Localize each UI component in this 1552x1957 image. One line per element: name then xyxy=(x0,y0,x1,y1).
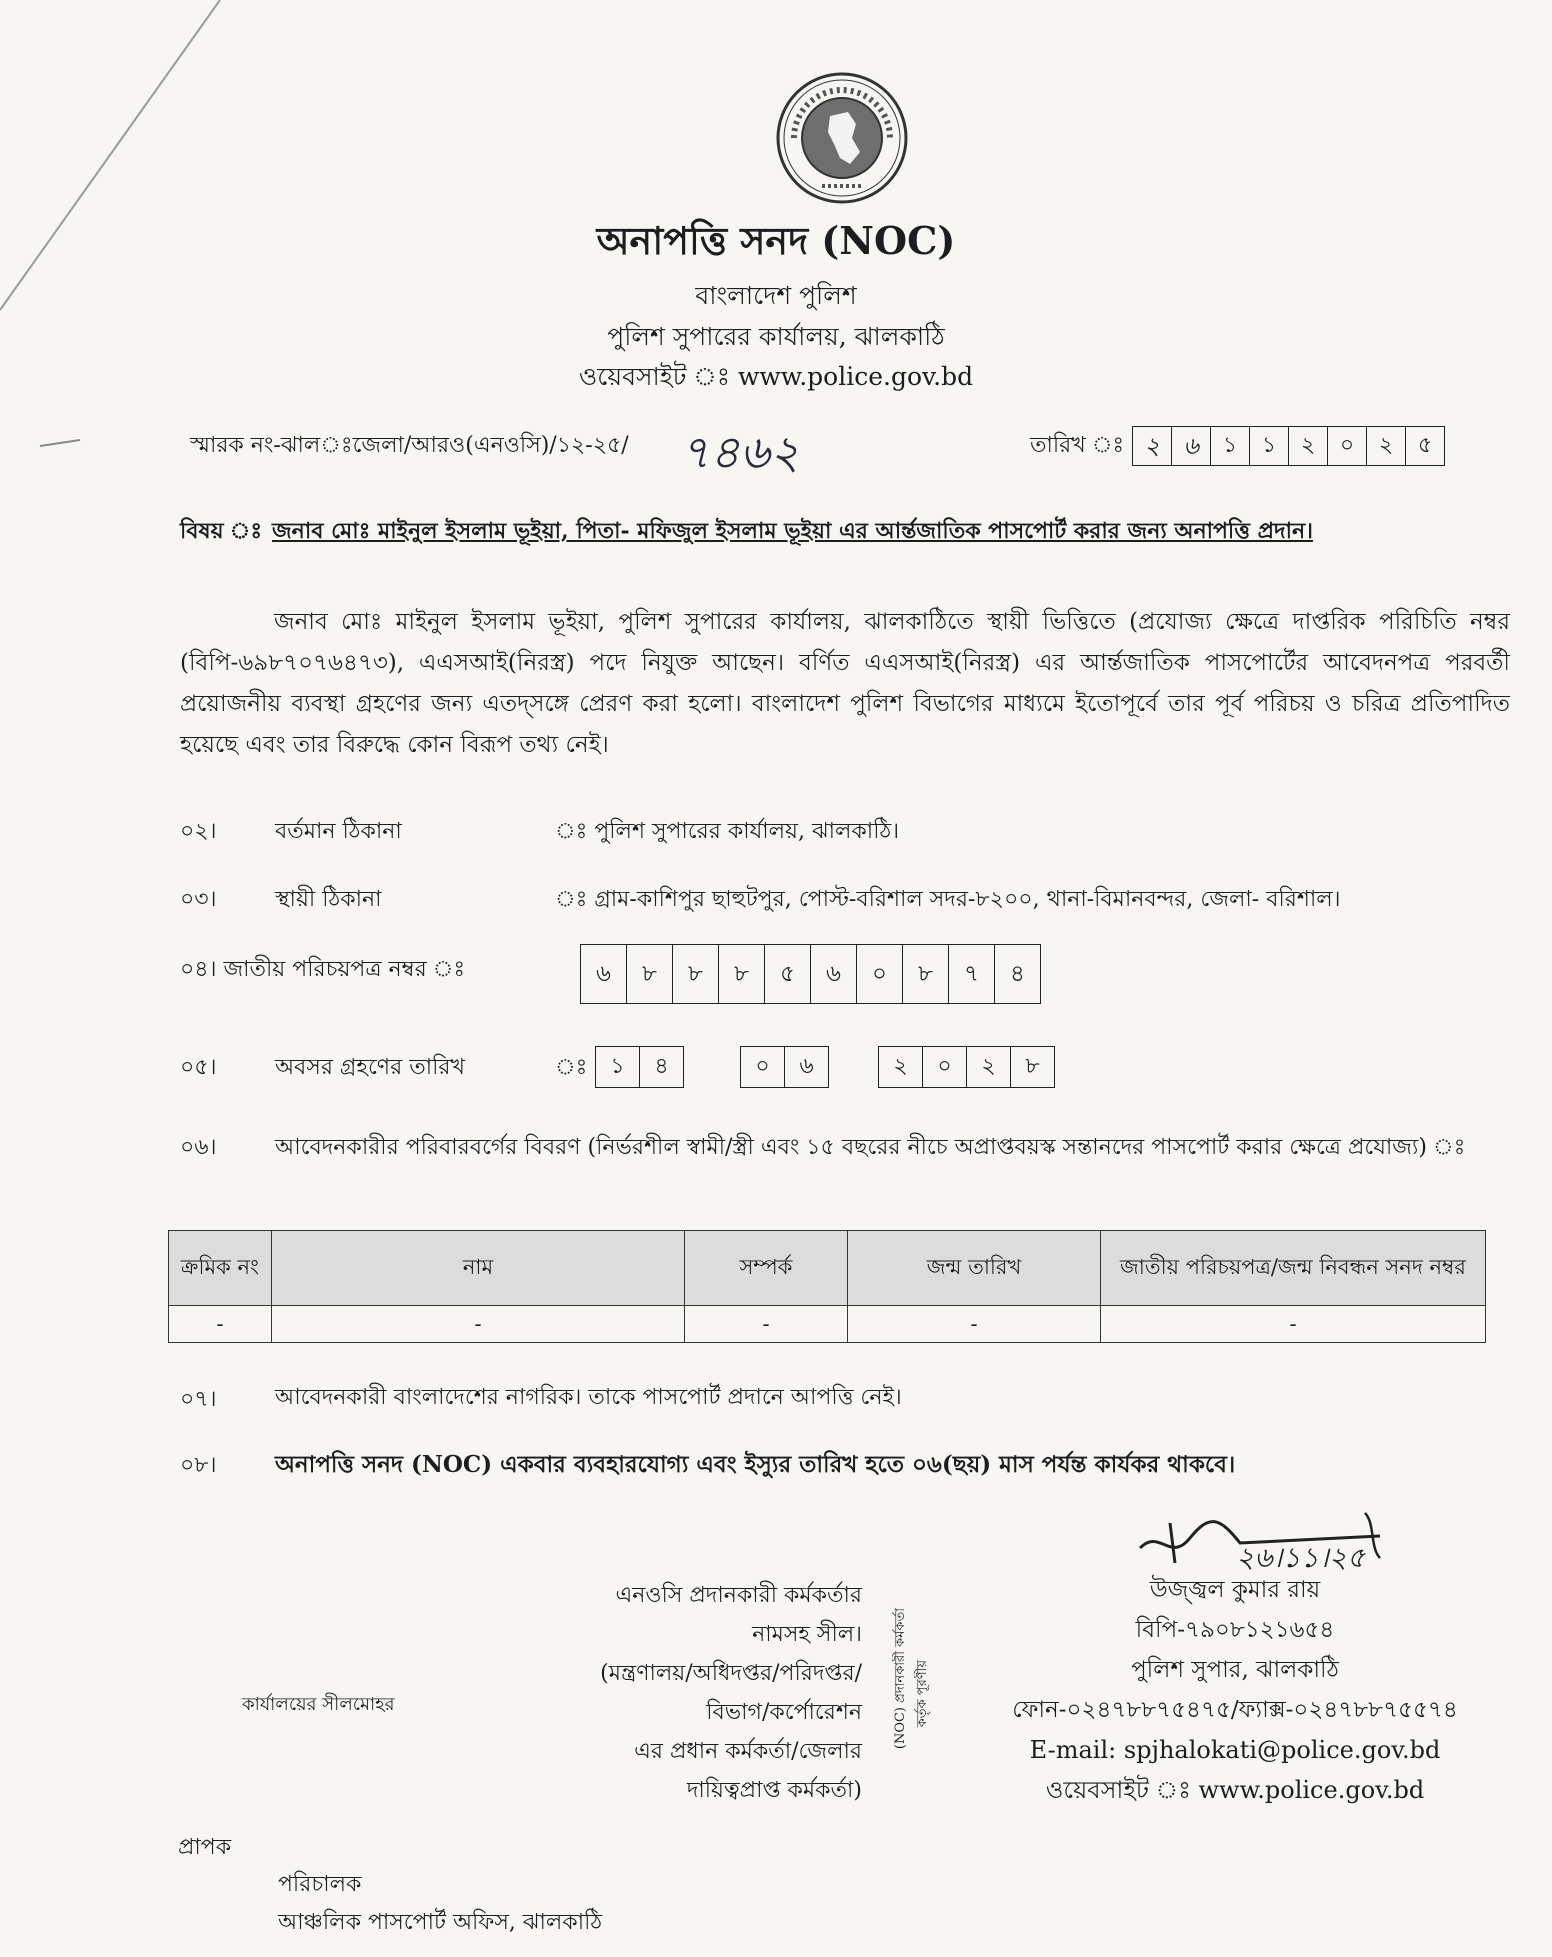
retirement-digit: ২ xyxy=(878,1046,923,1088)
table-header-nid: জাতীয় পরিচয়পত্র/জন্ম নিবন্ধন সনদ নম্বর xyxy=(1101,1231,1486,1306)
item-05-number: ০৫। xyxy=(180,1055,217,1080)
item-02-number: ০২। xyxy=(180,819,217,844)
signatory-bp-number: বিপি-৭৯০৮১২১৬৫৪ xyxy=(1135,1617,1335,1643)
recipient-title: পরিচালক xyxy=(278,1872,362,1897)
vertical-note-officer: (NOC) প্রদানকারী কর্মকর্তা xyxy=(893,1608,908,1750)
table-cell: - xyxy=(1101,1306,1486,1343)
item-05-label: অবসর গ্রহণের তারিখ xyxy=(275,1055,465,1080)
nid-number-boxes xyxy=(580,944,1041,1004)
recipient-label: প্রাপক xyxy=(178,1835,232,1860)
retirement-year-boxes xyxy=(878,1046,1055,1088)
subject-text: জনাব মোঃ মাইনুল ইসলাম ভূইয়া, পিতা- মফিজুল ইসলাম ভূইয়া এর আর্ন্তজাতিক পাসপোর্ট করার জন্য অনাপত্তি প্রদান। xyxy=(272,518,1313,544)
recipient-office: আঞ্চলিক পাসপোর্ট অফিস, ঝালকাঠি xyxy=(278,1910,603,1935)
item-07-text: আবেদনকারী বাংলাদেশের নাগরিক। তাকে পাসপোর্ট প্রদানে আপত্তি নেই। xyxy=(275,1385,902,1410)
item-02-label: বর্তমান ঠিকানা xyxy=(275,819,402,844)
retirement-digit: ১ xyxy=(595,1046,640,1088)
item-02-value: ঃ পুলিশ সুপারের কার্যালয়, ঝালকাঠি। xyxy=(555,819,900,844)
retirement-month-boxes xyxy=(740,1046,829,1088)
noc-officer-line: নামসহ সীল। xyxy=(752,1622,862,1647)
item-06-text: আবেদনকারীর পরিবারবর্গের বিবরণ (নির্ভরশীল স্বামী/স্ত্রী এবং ১৫ বছরের নীচে অপ্রাপ্তবয়স্ক সন্তানদের পাসপোর্ট করার ক্ষেত্রে প্রযোজ্য) ঃ xyxy=(275,1135,1466,1160)
date-digit: ১ xyxy=(1211,426,1250,466)
date-digit: ৬ xyxy=(1172,426,1211,466)
table-header-relation: সম্পর্ক xyxy=(685,1231,848,1306)
item-03-label: স্থায়ী ঠিকানা xyxy=(275,887,382,912)
retirement-day-boxes xyxy=(595,1046,684,1088)
header-website: ওয়েবসাইট ঃ www.police.gov.bd xyxy=(578,362,974,391)
date-digit: ২ xyxy=(1289,426,1328,466)
document-title: অনাপত্তি সনদ (NOC) xyxy=(596,218,956,263)
nid-digit: ৫ xyxy=(765,944,811,1004)
noc-officer-line: এর প্রধান কর্মকর্তা/জেলার xyxy=(634,1739,862,1764)
retirement-digit: ০ xyxy=(923,1046,967,1088)
table-row xyxy=(169,1306,1486,1343)
table-cell: - xyxy=(169,1306,272,1343)
date-label: তারিখ ঃ xyxy=(1030,433,1125,458)
table-header-birthdate: জন্ম তারিখ xyxy=(848,1231,1101,1306)
signature-date: ২৬।১১।২৫ xyxy=(1236,1541,1366,1574)
retirement-digit: ০ xyxy=(740,1046,785,1088)
subject-label: বিষয় ঃ xyxy=(180,518,263,544)
table-cell: - xyxy=(685,1306,848,1343)
item-03-number: ০৩। xyxy=(180,887,217,912)
nid-digit: ৬ xyxy=(580,944,627,1004)
item-04-label: ০৪। জাতীয় পরিচয়পত্র নম্বর ঃ xyxy=(180,957,466,982)
noc-officer-line: এনওসি প্রদানকারী কর্মকর্তার xyxy=(615,1583,862,1608)
noc-officer-line: দায়িত্বপ্রাপ্ত কর্মকর্তা) xyxy=(686,1778,862,1803)
memo-handwritten-number: ৭৪৬২ xyxy=(680,425,800,479)
date-digit: ১ xyxy=(1250,426,1289,466)
memo-number-prefix: স্মারক নং-ঝাল​ঃজেলা/আরও(এনওসি)/১২-২৫/ xyxy=(190,433,629,458)
signatory-block xyxy=(1000,1570,1470,1810)
nid-digit: ৮ xyxy=(903,944,949,1004)
table-header-serial: ক্রমিক নং xyxy=(169,1231,272,1306)
body-paragraph: জনাব মোঃ মাইনুল ইসলাম ভূইয়া, পুলিশ সুপারের কার্যালয়, ঝালকাঠিতে স্থায়ী ভিত্তিতে (প্রযোজ্য ক্ষেত্রে দাপ্তরিক পরিচিতি নম্বর (বিপি-৬৯৮৭০৭৬৪৭৩), এএসআই(নিরস্ত্র) পদে নিযুক্ত আছেন। বর্ণিত এএসআই(নিরস্ত্র) এর আর্ন্তজাতিক পাসপোর্টের আবেদনপত্র পরবর্তী প্রয়োজনীয় ব্যবস্থা গ্রহণের জন্য এতদ্সঙ্গে প্রেরণ করা হলো। বাংলাদেশ পুলিশ বিভাগের মাধ্যমে ইতোপূর্বে তার পূর্ব পরিচয় ও চরিত্র প্রতিপাদিত হয়েছে এবং তার বিরুদ্ধে কোন বিরূপ তথ্য নেই। xyxy=(180,609,1510,758)
nid-digit: ৬ xyxy=(811,944,857,1004)
item-08-text: অনাপত্তি সনদ (NOC) একবার ব্যবহারযোগ্য এবং ইস্যুর তারিখ হতে ০৬(ছয়) মাস পর্যন্ত কার্যকর থাকবে। xyxy=(275,1451,1236,1478)
government-seal-emblem xyxy=(772,68,912,208)
item-08-number: ০৮। xyxy=(180,1453,217,1478)
noc-officer-line: (মন্ত্রণালয়/অধিদপ্তর/পরিদপ্তর/ xyxy=(600,1661,862,1686)
signatory-email: E-mail: spjhalokati@police.gov.bd xyxy=(1029,1736,1441,1764)
retirement-digit: ২ xyxy=(967,1046,1011,1088)
organization-name: বাংলাদেশ পুলিশ xyxy=(695,281,857,310)
retirement-digit: ৬ xyxy=(785,1046,829,1088)
nid-digit: ৮ xyxy=(627,944,673,1004)
office-seal-label: কার্যালয়ের সীলমোহর xyxy=(242,1694,395,1715)
retirement-digit: ৪ xyxy=(640,1046,684,1088)
vertical-note-fill: কর্তৃক পূরণীয় xyxy=(915,1660,930,1728)
nid-digit: ৮ xyxy=(673,944,719,1004)
signatory-phone: ফোন-০২৪৭৮৮৭৫৪৭৫/ফ্যাক্স-০২৪৭৮৮৭৫৫৭৪ xyxy=(1012,1697,1458,1723)
nid-digit: ০ xyxy=(857,944,903,1004)
date-digit: ৫ xyxy=(1406,426,1445,466)
date-digit: ২ xyxy=(1367,426,1406,466)
item-07-number: ০৭। xyxy=(180,1387,217,1412)
table-cell: - xyxy=(848,1306,1101,1343)
item-05-colon: ঃ xyxy=(555,1055,588,1080)
date-digit: ২ xyxy=(1132,426,1172,466)
retirement-digit: ৮ xyxy=(1011,1046,1055,1088)
signatory-designation: পুলিশ সুপার, ঝালকাঠি xyxy=(1131,1657,1339,1683)
table-cell: - xyxy=(272,1306,685,1343)
nid-digit: ৭ xyxy=(949,944,995,1004)
item-03-value: ঃ গ্রাম-কাশিপুর ছাহুটপুর, পোস্ট-বরিশাল সদর-৮২০০, থানা-বিমানবন্দর, জেলা- বরিশাল। xyxy=(555,887,1341,912)
item-06-number: ০৬। xyxy=(180,1135,217,1160)
table-header-name: নাম xyxy=(272,1231,685,1306)
office-name: পুলিশ সুপারের কার্যালয়, ঝালকাঠি xyxy=(607,322,945,351)
nid-digit: ৪ xyxy=(995,944,1041,1004)
nid-digit: ৮ xyxy=(719,944,765,1004)
date-boxes xyxy=(1132,426,1445,466)
family-details-table xyxy=(168,1230,1486,1343)
signatory-website: ওয়েবসাইট ঃ www.police.gov.bd xyxy=(1045,1776,1425,1804)
date-digit: ০ xyxy=(1328,426,1367,466)
noc-officer-line: বিভাগ/কর্পোরেশন xyxy=(706,1700,862,1725)
signatory-name: উজ্জ্বল কুমার রায় xyxy=(1149,1577,1321,1603)
noc-officer-block xyxy=(540,1576,862,1810)
